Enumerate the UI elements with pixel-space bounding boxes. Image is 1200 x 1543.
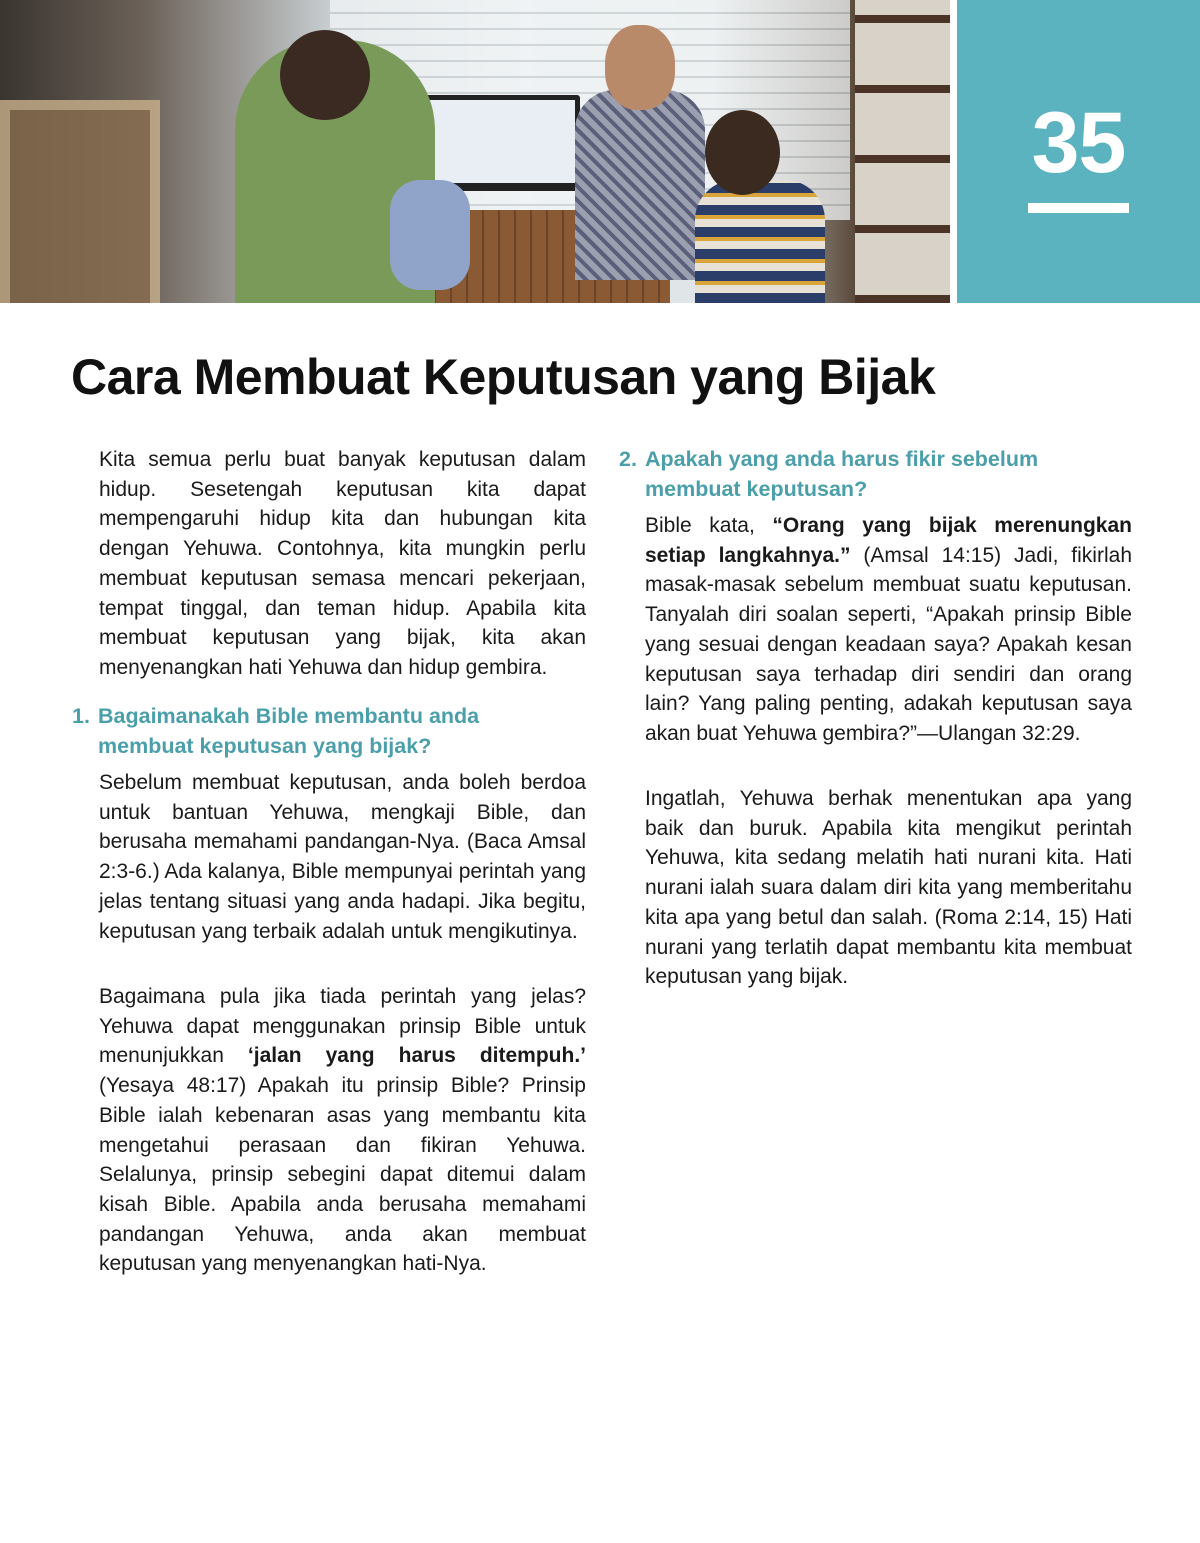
section-1-paragraph-2 (99, 982, 586, 1279)
question-1 (72, 701, 538, 761)
computer-monitor (424, 95, 580, 191)
question-text: Bagaimanakah Bible membantu anda membuat keputusan yang bijak? (98, 704, 480, 758)
picture-frame (0, 100, 160, 303)
intro-paragraph (99, 445, 586, 683)
boy-head (705, 110, 780, 195)
page-title: Cara Membuat Keputusan yang Bijak (71, 349, 936, 405)
question-number: 1. (72, 704, 90, 728)
text: (Yesaya 48:17) Apakah itu prinsip Bible? Prinsip Bible ialah kebenaran asas yang membantu kita mengetahui perasaan dan fikiran Yehuwa. Selalunya, prinsip sebegini dapat ditemui dalam kisah Bible. Apabila anda berusaha memahami pandangan Yehuwa, anda akan membuat keputusan yang menyenangkan hati-Nya. (99, 1074, 586, 1276)
scripture-quote: “Orang yang bijak merenungkan setiap langkahnya.” (645, 514, 1132, 567)
section-2-paragraph-1 (645, 511, 1132, 749)
family-computer-photo (0, 0, 950, 303)
man-figure (575, 90, 705, 280)
paragraph-text: Sebelum membuat keputusan, anda boleh berdoa untuk bantuan Yehuwa, mengkaji Bible, dan berusaha memahami pandangan-Nya. (Baca Amsal 2:3-6.) Ada kalanya, Bible mempunyai perintah yang jelas tentang situasi yang anda hadapi. Jika begitu, keputusan yang terbaik adalah untuk mengikutinya. (99, 771, 586, 943)
lesson-number-badge (957, 0, 1200, 303)
text: Bagaimana pula jika tiada perintah yang jelas? Yehuwa dapat menggunakan prinsip Bible untuk menunjukkan (99, 985, 586, 1068)
man-head (605, 25, 675, 110)
underline-bar (1028, 203, 1129, 213)
lesson-number: 35 (1031, 95, 1126, 191)
section-1-paragraph-1 (99, 768, 586, 946)
baby-figure (390, 180, 470, 290)
text: Bible kata, (645, 514, 773, 537)
section-2-paragraph-2 (645, 784, 1132, 992)
question-text: Apakah yang anda harus fikir sebelum membuat keputusan? (645, 447, 1039, 501)
intro-text: Kita semua perlu buat banyak keputusan dalam hidup. Sesetengah keputusan kita dapat mempengaruhi hidup kita dan hubungan kita dengan Yehuwa. Contohnya, kita mungkin perlu membuat keputusan semasa mencari pekerjaan, tempat tinggal, dan teman hidup. Apabila kita membuat keputusan yang bijak, kita akan menyenangkan hati Yehuwa dan hidup gembira. (99, 448, 586, 679)
question-2 (619, 444, 1085, 504)
question-number: 2. (619, 447, 637, 471)
scripture-quote: ‘jalan yang harus ditempuh.’ (247, 1044, 586, 1068)
boy-figure (695, 180, 825, 303)
woman-head (280, 30, 370, 120)
bookshelf (855, 0, 950, 303)
text: (Amsal 14:15) Jadi, fikirlah masak-masak sebelum membuat suatu keputusan. Tanyalah diri soalan seperti, “Apakah prinsip Bible yang sesuai dengan keadaan saya? Apakah kesan keputusan saya terhadap diri sendiri dan orang lain? Yang paling penting, adakah keputusan saya akan buat Yehuwa gembira?”—Ulangan 32:29. (645, 543, 1132, 745)
paragraph-text: Ingatlah, Yehuwa berhak menentukan apa yang baik dan buruk. Apabila kita mengikut perintah Yehuwa, kita sedang melatih hati nurani kita. Hati nurani ialah suara dalam diri kita yang memberitahu kita apa yang betul dan salah. (Roma 2:14, 15) Hati nurani yang terlatih dapat membantu kita membuat keputusan yang bijak. (645, 787, 1132, 989)
